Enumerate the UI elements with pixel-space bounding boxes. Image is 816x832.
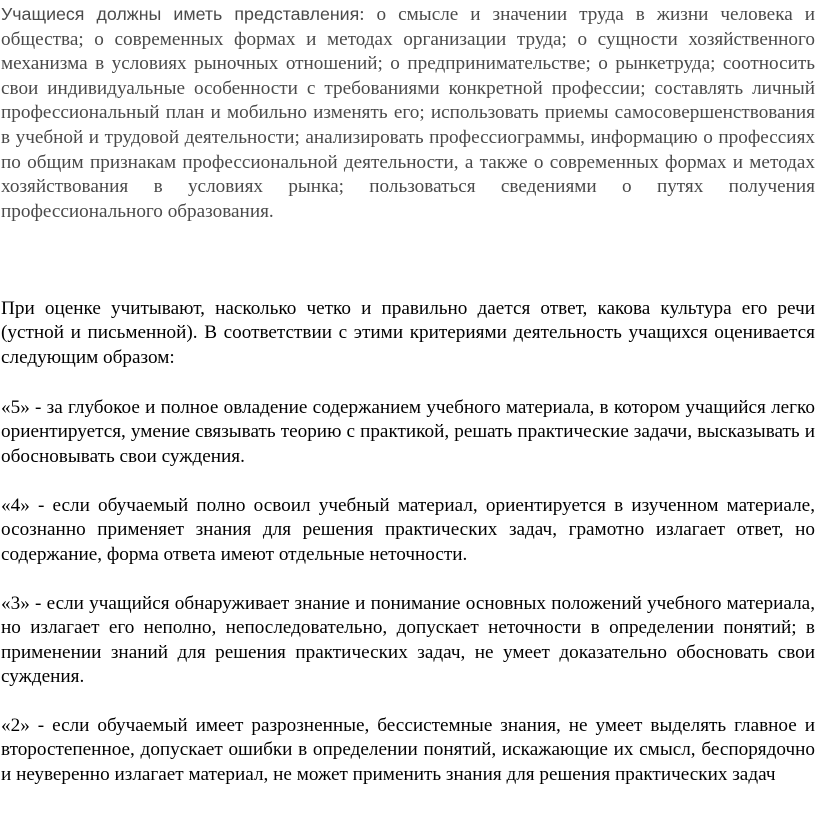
grade-5-paragraph: «5» - за глубокое и полное овладение содержанием учебного материала, в котором учащийся легко ориентируется, умение связывать теорию с практикой, решать практические задачи, высказывать и обосновывать свои суждения.	[1, 397, 815, 467]
grade-3-paragraph: «3» - если учащийся обнаруживает знание и понимание основных положений учебного материала, но излагает его неполно, непоследовательно, допускает неточности в определении понятий; в применении знаний для решения практических задач, не умеет доказательно обосновать свои суждения.	[1, 593, 815, 688]
grade-4-paragraph: «4» - если обучаемый полно освоил учебный материал, ориентируется в изученном материале, осознанно применяет знания для решения практических задач, грамотно излагает ответ, но содержание, форма ответа имеют отдельные неточности.	[1, 495, 815, 565]
intro-end: .	[268, 200, 274, 222]
intro-text: : о смысле и значении труда в жизни человека и общества; о современных формах и методах организации труда; о сущности хозяйственного механизма в условиях рыночных отношений; о предпринимательстве; о рынкетруда; соотносить свои индивидуальные особенности с требованиями конкретной профессии; составлять личный профессиональный план и мобильно изменять его; использовать приемы самосовершенствования в учебной и трудовой деятельности; анализировать профессиограммы, информацию о профессиях по общим признакам профессиональной деятельности, а также о современных формах и методах хозяйствования в условиях рынка; пользоваться сведениями о путях получения профессионального образования	[1, 4, 815, 222]
criteria-paragraph: При оценке учитывают, насколько четко и правильно дается ответ, какова культура его речи (устной и письменной). В соответствии с этими критериями деятельность учащихся оценивается следующим образом:	[1, 298, 815, 368]
grade-2-paragraph: «2» - если обучаемый имеет разрозненные, бессистемные знания, не умеет выделять главное и второстепенное, допускает ошибки в определении понятий, искажающие их смысл, беспорядочно и неуверенно излагает материал, не может применить знания для решения практических задач	[1, 715, 815, 785]
intro-paragraph	[1, 2, 815, 224]
intro-lead: Учащиеся должны иметь представления	[1, 4, 360, 24]
